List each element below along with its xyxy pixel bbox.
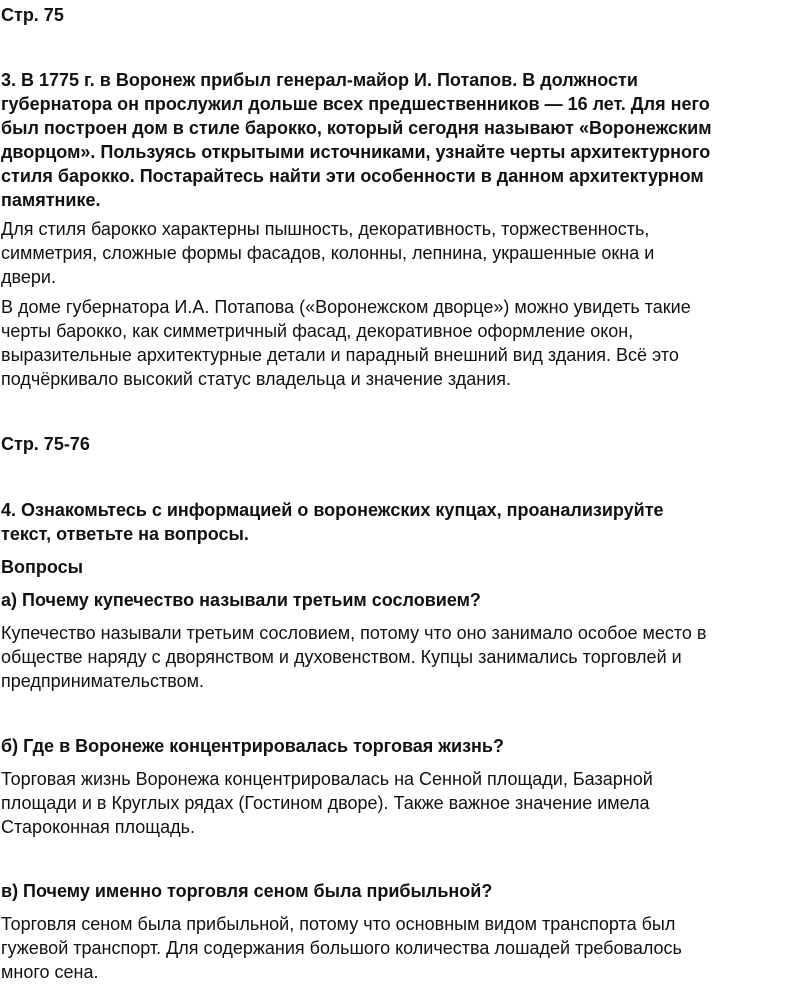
answer-b: Торговая жизнь Воронежа концентрировалась на Сенной площади, Базарной площади и в Круглых рядах (Гостином дворе). Также важное значение имела Староконная площадь. [1, 769, 653, 837]
answer-paragraph: В доме губернатора И.А. Потапова («Воронежском дворце») можно увидеть такие черты барокко, как симметричный фасад, декоративное оформление окон, выразительные архитектурные детали и парадный внешний вид здания. Всё это подчёркивало высокий статус владельца и значение здания. [1, 297, 691, 389]
page-label: Стр. 75-76 [1, 434, 90, 454]
question-b: б) Где в Воронеже концентрировалась торговая жизнь? [1, 736, 504, 756]
answer-c: Торговля сеном была прибыльной, потому что основным видом транспорта был гужевой транспорт. Для содержания большого количества лошадей требовалось много сена. [1, 914, 682, 982]
answer-paragraph: Для стиля барокко характерны пышность, декоративность, торжественность, симметрия, сложные формы фасадов, колонны, лепнина, украшенные окна и двери. [1, 219, 655, 287]
answer-a: Купечество называли третьим сословием, потому что оно занимало особое место в обществе наряду с дворянством и духовенством. Купцы занимались торговлей и предпринимательством. [1, 623, 707, 691]
task-3-text: 3. В 1775 г. в Воронеж прибыл генерал-майор И. Потапов. В должности губернатора он прослужил дольше всех предшественников — 16 лет. Для него был построен дом в стиле барокко, который сегодня называют «Воронежским дворцом». Пользуясь открытыми источниками, узнайте черты архитектурного стиля барокко. Постарайтесь найти эти особенности в данном архитектурном памятнике. [1, 70, 712, 210]
question-a: а) Почему купечество называли третьим сословием? [1, 590, 481, 610]
task-4-text: 4. Ознакомьтесь с информацией о воронежских купцах, проанализируйте текст, ответьте на вопросы. [1, 500, 664, 544]
questions-heading: Вопросы [1, 557, 84, 577]
question-c: в) Почему именно торговля сеном была прибыльной? [1, 881, 493, 901]
page-label: Стр. 75 [1, 5, 64, 25]
